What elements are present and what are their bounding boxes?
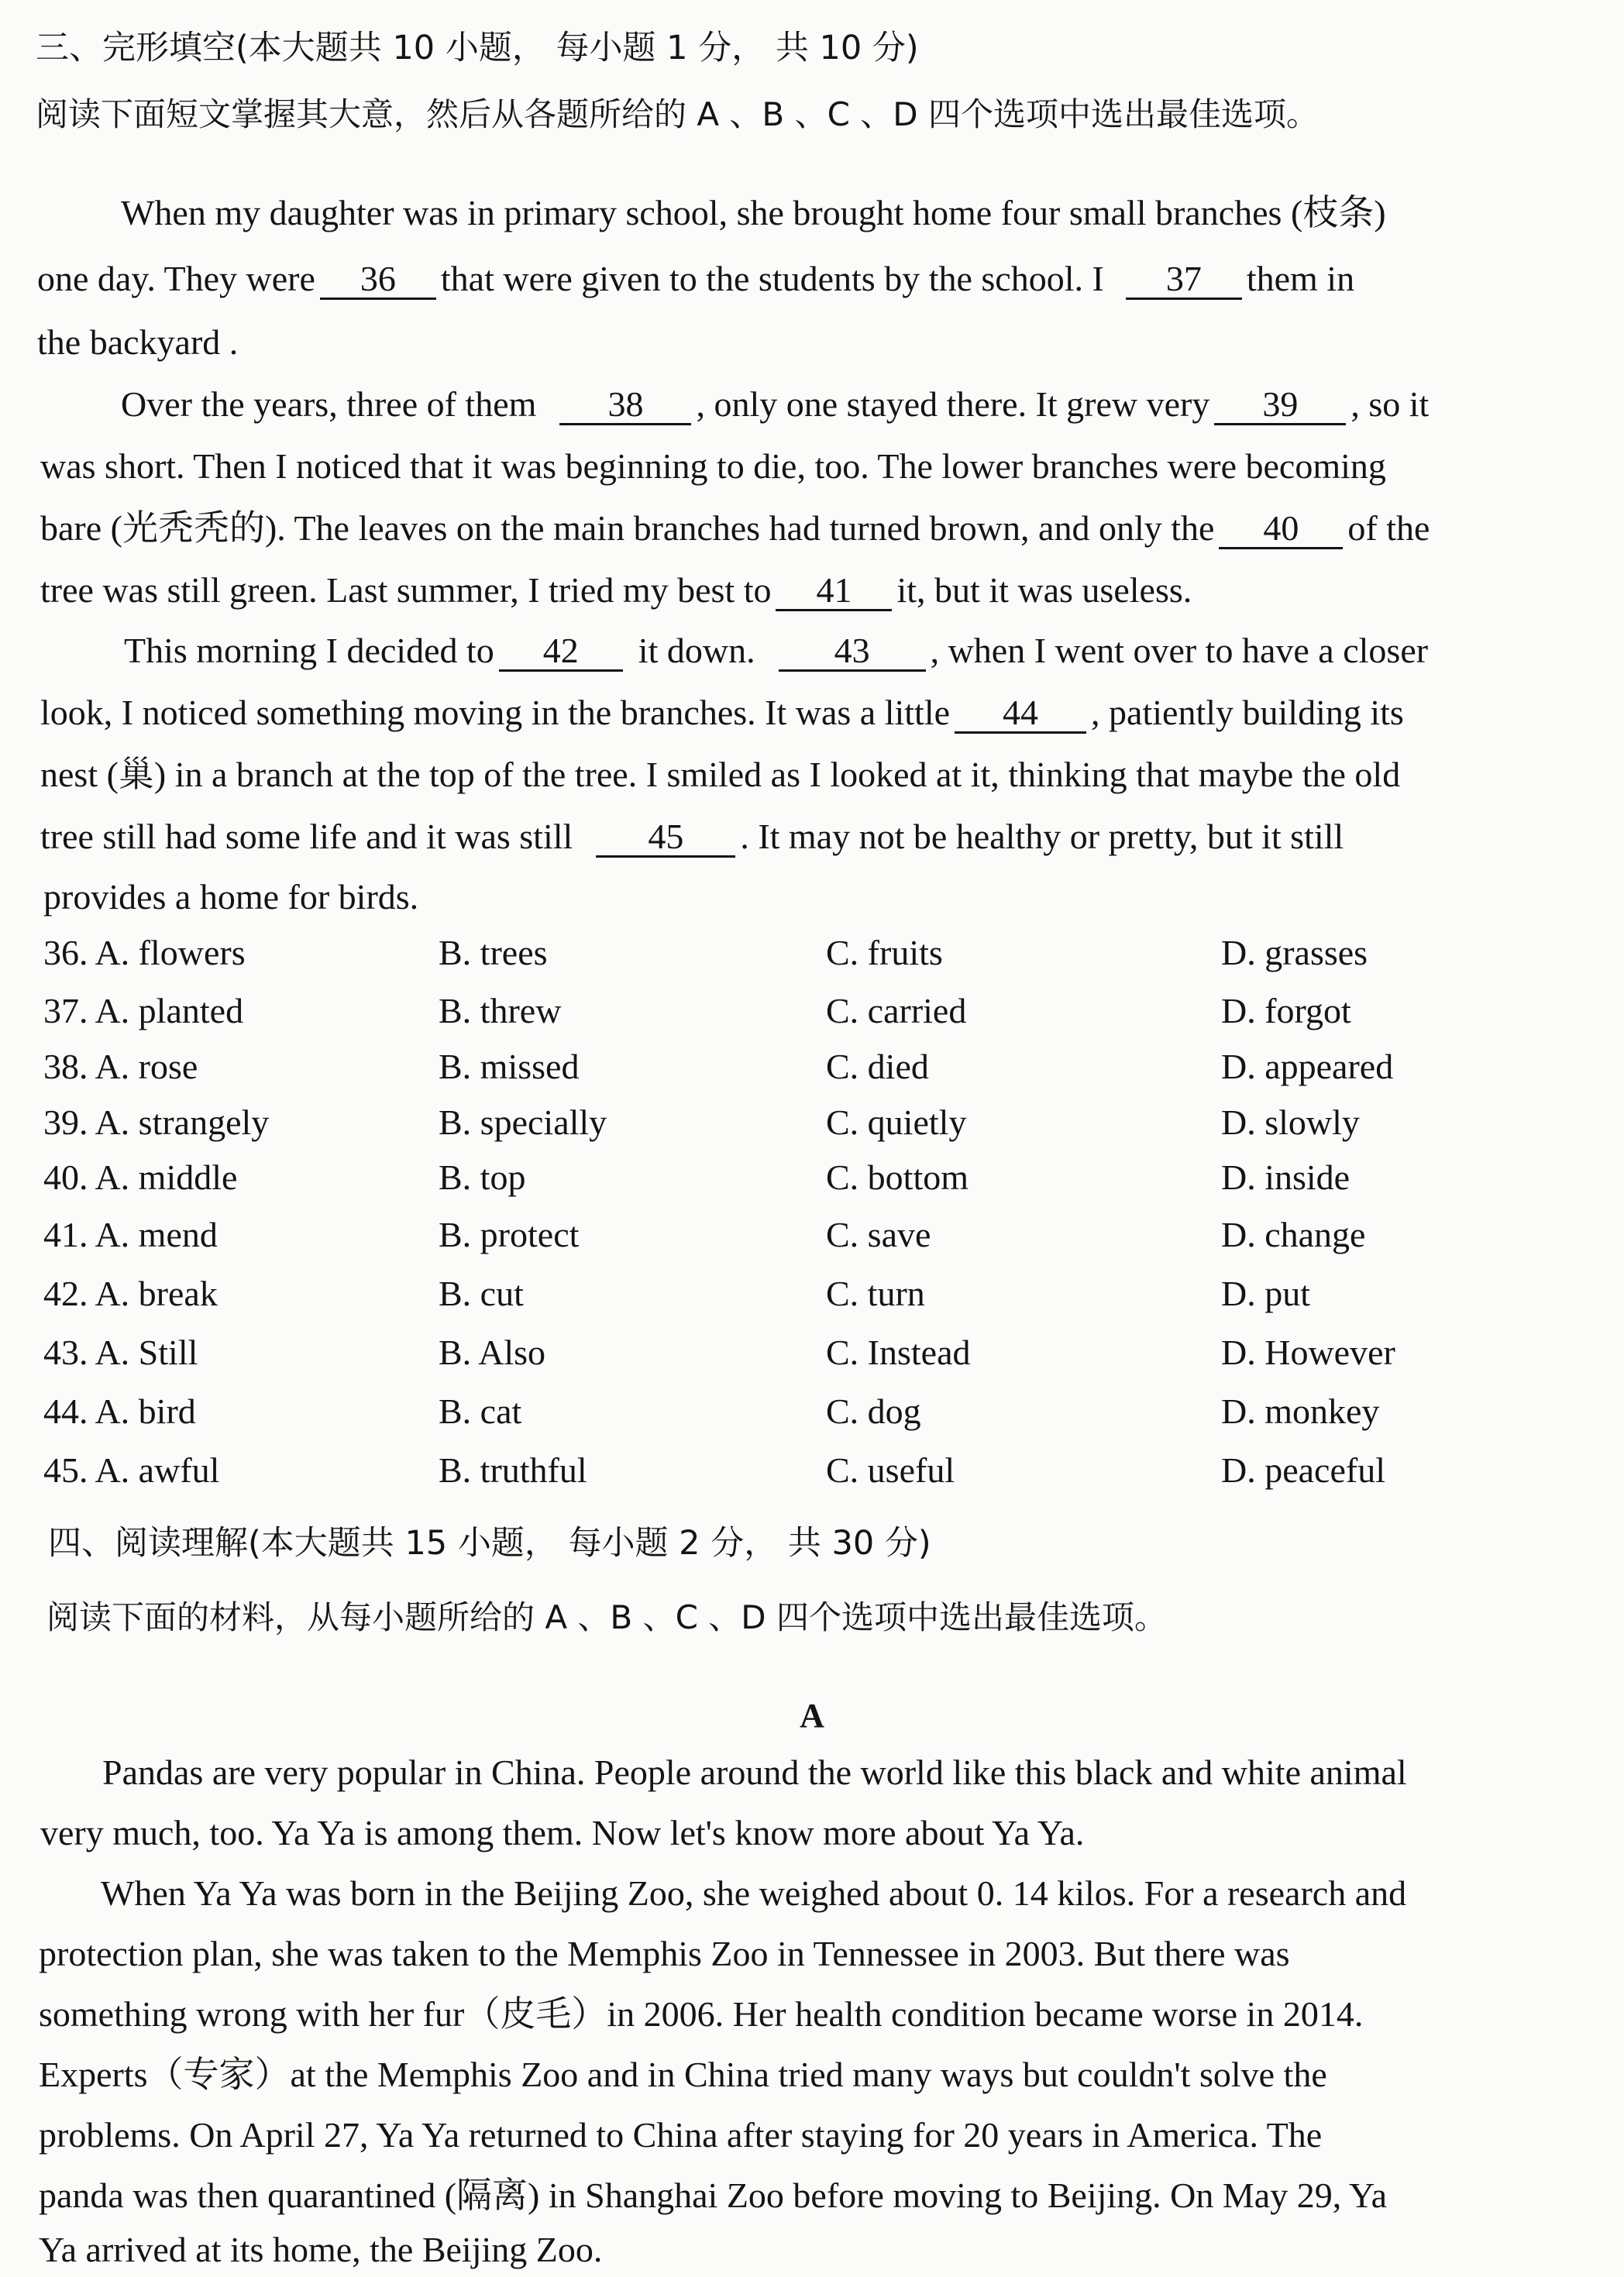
passage-line: bare (光秃秃的). The leaves on the main branches had turned brown, and only the 40 of the [40,508,1430,548]
option-c[interactable]: C. dog [826,1391,921,1431]
option-row [43,928,1562,978]
passage-line: problems. On April 27, Ya Ya returned to China after staying for 20 years in America. The [39,2115,1323,2155]
blank-39[interactable]: 39 [1214,386,1346,425]
option-d[interactable]: D. monkey [1221,1391,1380,1431]
option-a[interactable]: 39. A. strangely [43,1102,270,1142]
passage-line: Over the years, three of them 38 , only one stayed there. It grew very 39 , so it [121,384,1430,424]
option-c[interactable]: C. bottom [826,1157,969,1197]
passage-line: Ya arrived at its home, the Beijing Zoo. [39,2230,603,2269]
option-a[interactable]: 40. A. middle [43,1157,238,1197]
passage-line: panda was then quarantined (隔离) in Shanghai Zoo before moving to Beijing. On May 29, Ya [39,2176,1388,2215]
passage-line: look, I noticed something moving in the branches. It was a little 44 , patiently building its [40,693,1404,732]
option-d[interactable]: D. put [1221,1274,1310,1313]
option-d[interactable]: D. inside [1221,1157,1350,1197]
option-row [43,986,1562,1036]
option-d[interactable]: D. appeared [1221,1047,1394,1086]
option-b[interactable]: B. threw [439,991,562,1030]
option-row [43,1446,1562,1495]
passage-line: Pandas are very popular in China. People around the world like this black and white animal [102,1752,1407,1792]
option-a[interactable]: 42. A. break [43,1274,218,1313]
option-b[interactable]: B. Also [439,1333,546,1372]
blank-42[interactable]: 42 [499,632,623,672]
reading-part-letter: A [800,1697,824,1735]
option-d[interactable]: D. grasses [1221,933,1368,972]
section-3-heading: 三、完形填空(本大题共 10 小题， 每小题 1 分， 共 10 分) [36,29,919,67]
blank-40[interactable]: 40 [1219,510,1343,549]
option-c[interactable]: C. useful [826,1450,955,1490]
blank-44[interactable]: 44 [955,694,1086,734]
passage-line: provides a home for birds. [43,877,419,917]
passage-line: tree still had some life and it was still 45 . It may not be healthy or pretty, but it still [40,817,1344,856]
option-row [43,1269,1562,1319]
option-b[interactable]: B. cat [439,1391,522,1431]
option-b[interactable]: B. truthful [439,1450,587,1490]
section-4-instruction: 阅读下面的材料，从每小题所给的 A 、B 、C 、D 四个选项中选出最佳选项。 [46,1598,1167,1636]
option-d[interactable]: D. slowly [1221,1102,1360,1142]
passage-line: When Ya Ya was born in the Beijing Zoo, she weighed about 0. 14 kilos. For a research and [101,1873,1407,1913]
passage-line: nest (巢) in a branch at the top of the tree. I smiled as I looked at it, thinking that maybe the old [40,755,1401,794]
passage-line: something wrong with her fur（皮毛）in 2006. Her health condition became worse in 2014. [39,1994,1364,2034]
option-a[interactable]: 44. A. bird [43,1391,196,1431]
section-3-instruction: 阅读下面短文掌握其大意，然后从各题所给的 A 、B 、C 、D 四个选项中选出最佳选项。 [36,95,1319,133]
option-c[interactable]: C. turn [826,1274,925,1313]
option-a[interactable]: 43. A. Still [43,1333,198,1372]
option-a[interactable]: 38. A. rose [43,1047,198,1086]
option-row [43,1042,1562,1092]
option-row [43,1153,1562,1202]
passage-line: tree was still green. Last summer, I tried my best to 41 it, but it was useless. [40,570,1192,610]
option-a[interactable]: 37. A. planted [43,991,244,1030]
option-b[interactable]: B. top [439,1157,526,1197]
option-b[interactable]: B. protect [439,1215,580,1254]
blank-38[interactable]: 38 [559,386,691,425]
option-row [43,1387,1562,1436]
option-c[interactable]: C. carried [826,991,967,1030]
option-b[interactable]: B. specially [439,1102,607,1142]
option-row [43,1328,1562,1378]
option-d[interactable]: D. forgot [1221,991,1351,1030]
passage-line: the backyard . [37,322,239,362]
blank-45[interactable]: 45 [596,818,735,858]
option-d[interactable]: D. peaceful [1221,1450,1385,1490]
option-row [43,1098,1562,1147]
passage-line: Experts（专家）at the Memphis Zoo and in China tried many ways but couldn't solve the [39,2055,1327,2094]
option-c[interactable]: C. save [826,1215,931,1254]
option-a[interactable]: 36. A. flowers [43,933,246,972]
option-b[interactable]: B. trees [439,933,548,972]
passage-line: protection plan, she was taken to the Memphis Zoo in Tennessee in 2003. But there was [39,1934,1290,1973]
blank-41[interactable]: 41 [776,572,892,611]
option-c[interactable]: C. fruits [826,933,943,972]
option-b[interactable]: B. cut [439,1274,524,1313]
passage-line: This morning I decided to 42 it down. 43 , when I went over to have a closer [124,631,1429,670]
option-b[interactable]: B. missed [439,1047,580,1086]
option-row [43,1210,1562,1260]
option-d[interactable]: D. However [1221,1333,1395,1372]
option-c[interactable]: C. died [826,1047,929,1086]
option-c[interactable]: C. Instead [826,1333,971,1372]
section-4-heading: 四、阅读理解(本大题共 15 小题， 每小题 2 分， 共 30 分) [48,1524,931,1563]
passage-line: very much, too. Ya Ya is among them. Now let's know more about Ya Ya. [40,1813,1085,1852]
blank-37[interactable]: 37 [1126,260,1242,300]
option-c[interactable]: C. quietly [826,1102,967,1142]
blank-43[interactable]: 43 [779,632,926,672]
option-d[interactable]: D. change [1221,1215,1366,1254]
option-a[interactable]: 41. A. mend [43,1215,218,1254]
passage-line: When my daughter was in primary school, she brought home four small branches (枝条) [121,193,1386,232]
passage-line: one day. They were 36 that were given to the students by the school. I 37 them in [37,259,1355,298]
blank-36[interactable]: 36 [320,260,436,300]
passage-line: was short. Then I noticed that it was beginning to die, too. The lower branches were becoming [40,446,1386,486]
option-a[interactable]: 45. A. awful [43,1450,220,1490]
